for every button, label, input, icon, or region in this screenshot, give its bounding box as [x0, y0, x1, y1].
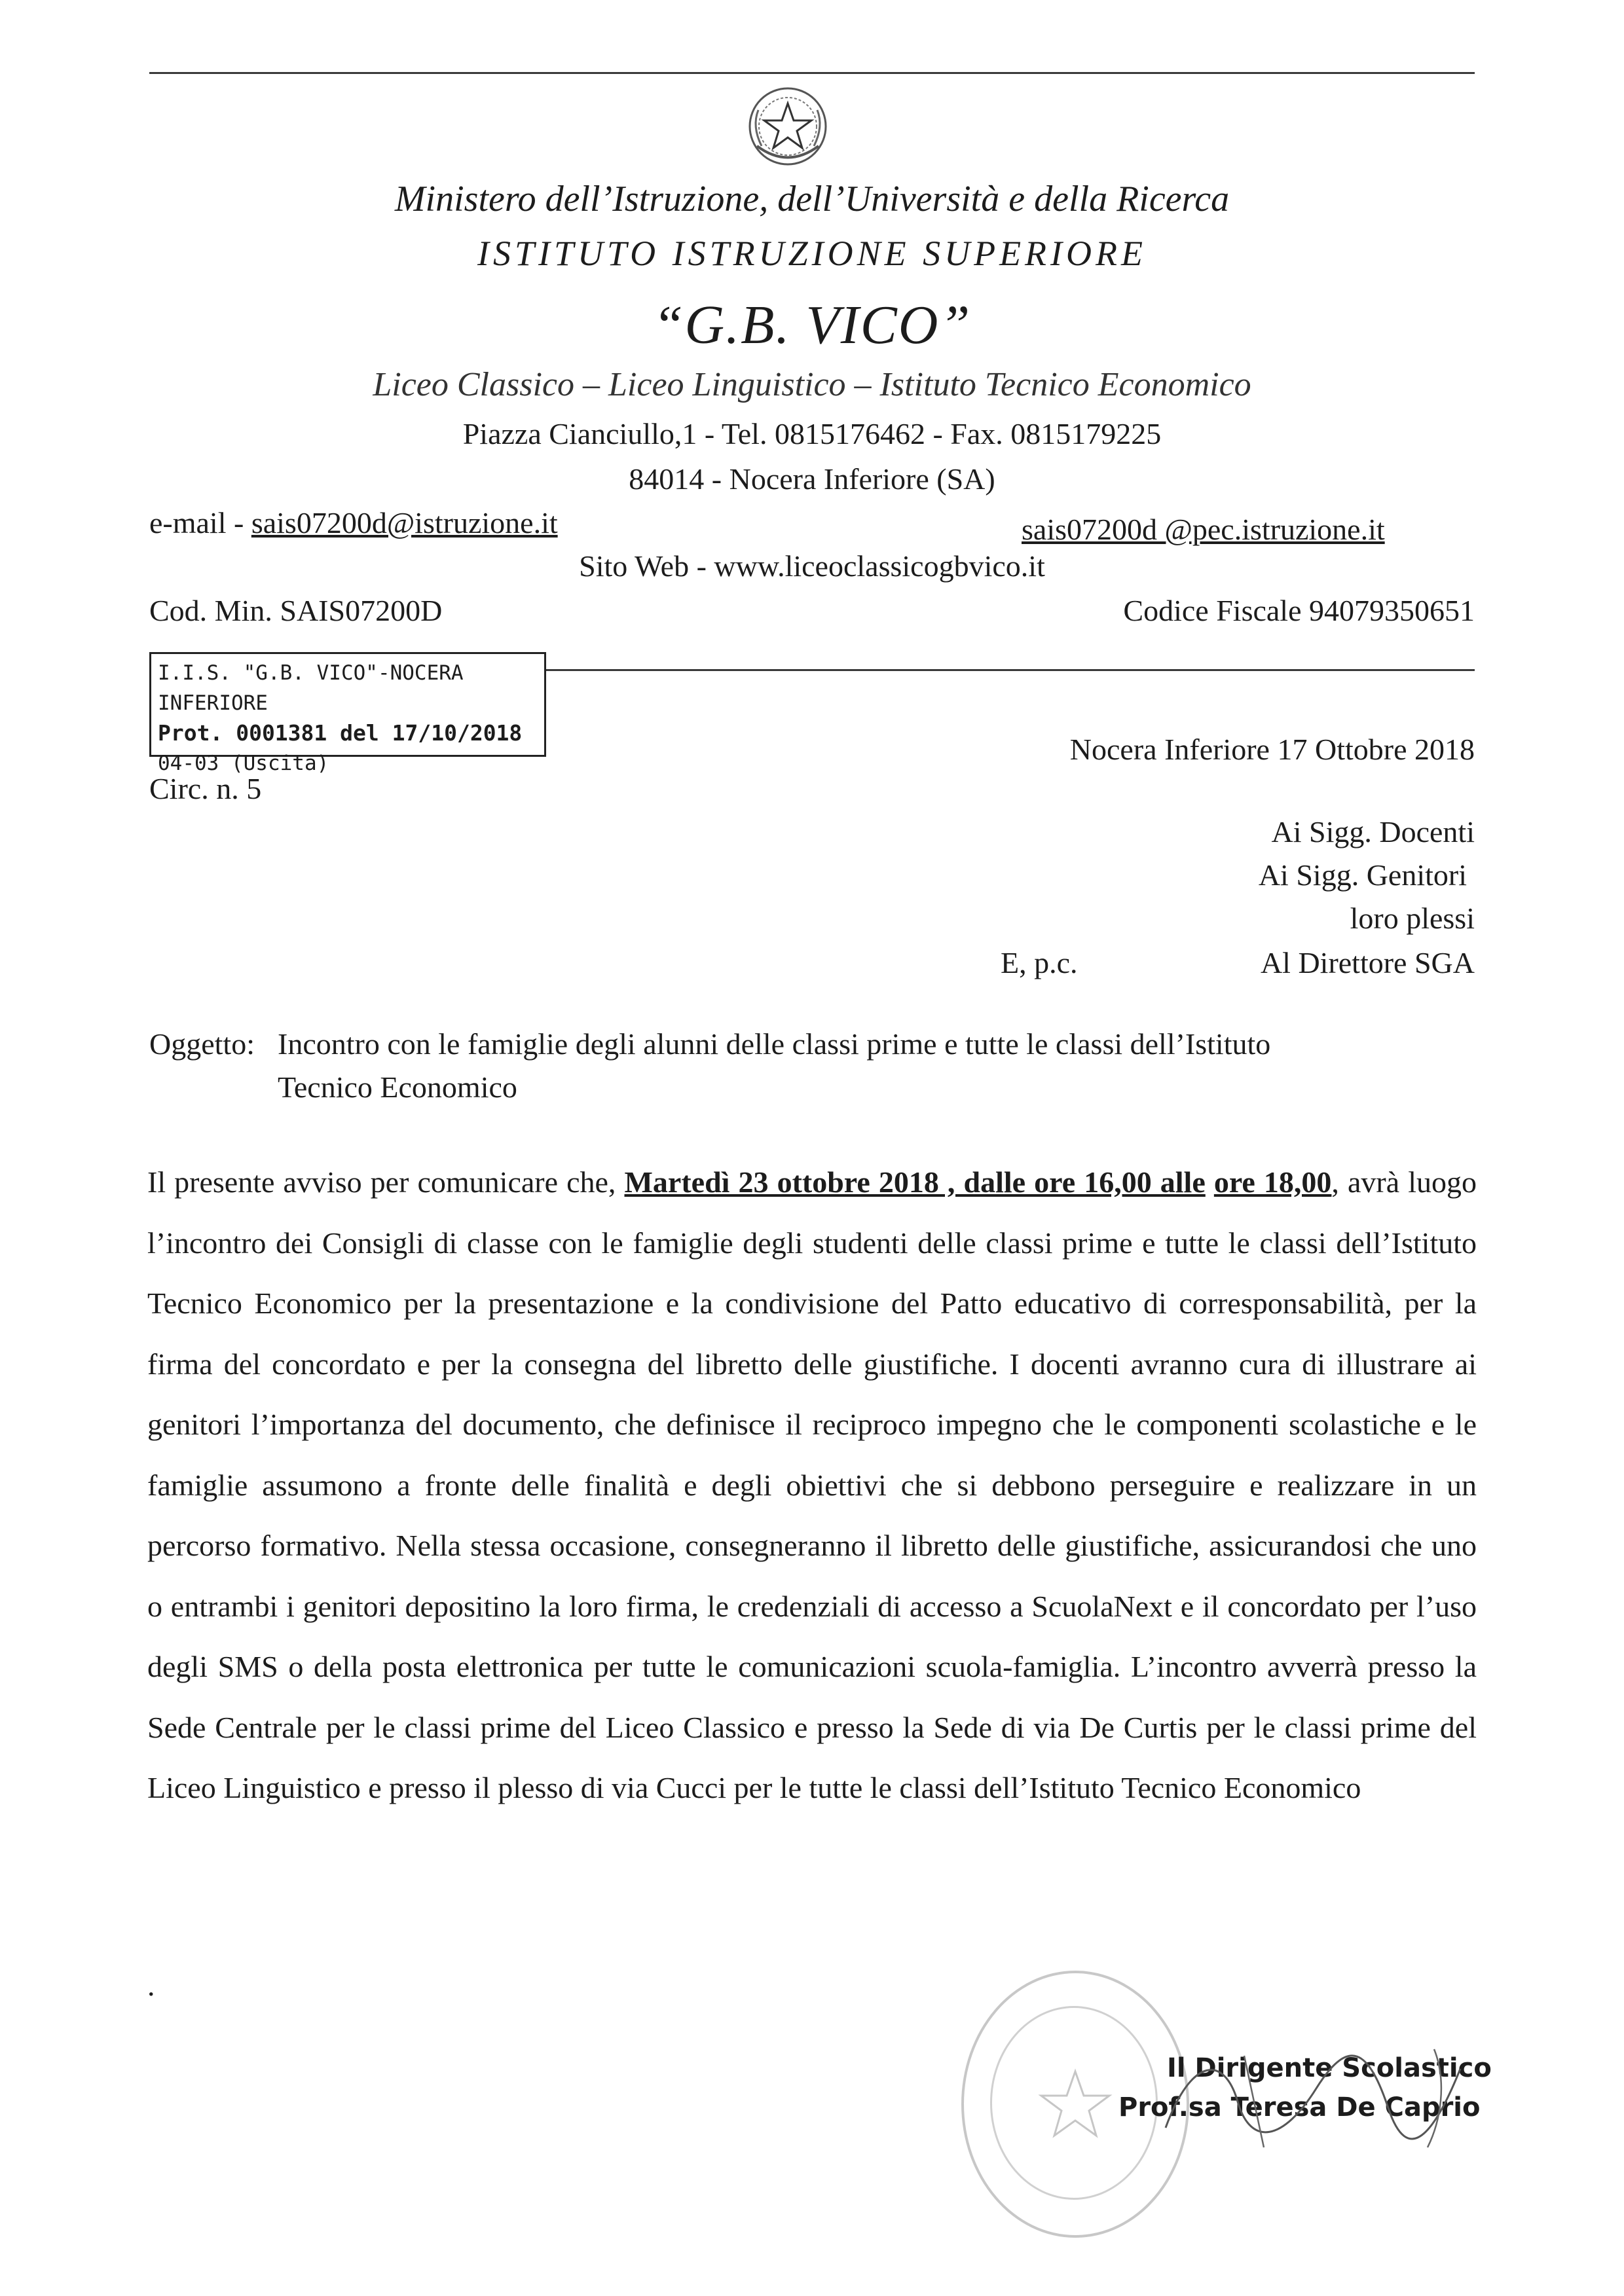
body-text: , avrà luogo l’incontro dei Consigli di classe con le famiglie degli studenti delle classi prime e tutte le classi dell’Istituto Tecnico Economico per la presentazione e la condivisione del Patto educativo di corresponsabilità, per la firma del concordato e per la consegna del libretto delle giustifiche. I docenti avranno cura di illustrare ai genitori l’importanza del documento, che definisce il reciproco impegno che le componenti scolastiche e le famiglie assumono a fronte delle finalità e degli obiettivi che si debbono perseguire e realizzare in un percorso formativo. Nella stessa occasione, consegneranno il libretto delle giustifiche, assicurandosi che uno o entrambi i genitori depositino la loro firma, le credenziali di accesso a ScuolaNext e il concordato per l’uso degli SMS o della posta elettronica per tutte le comunicazioni scuola-famiglia. L’incontro avverrà presso la Sede Centrale per le classi prime del Liceo Classico e presso la Sede di via De Curtis per le classi prime del Liceo Linguistico e presso il plesso di via Cucci per le tutte le classi dell’Istituto Tecnico Economico	[147, 1165, 1477, 1804]
website: Sito Web - www.liceoclassicogbvico.it	[579, 549, 1045, 583]
body-paragraph	[147, 1152, 1477, 1819]
subject-label: Oggetto:	[149, 1027, 255, 1061]
meeting-date: Martedì 23 ottobre 2018 , dalle ore 16,00 alle	[624, 1165, 1206, 1199]
subject-line-1: Incontro con le famiglie degli alunni delle classi prime e tutte le classi dell’Istituto	[278, 1027, 1271, 1061]
meeting-end-time: ore 18,00	[1213, 1165, 1332, 1199]
cc-recipient: Al Direttore SGA	[1260, 946, 1475, 979]
protocol-stamp	[149, 652, 546, 775]
top-rule	[149, 72, 1475, 74]
republic-emblem-icon	[745, 84, 830, 169]
recipient-plessi: loro plessi	[1350, 902, 1475, 935]
recipient-genitori: Ai Sigg. Genitori	[1258, 858, 1467, 892]
protocol-stamp-school: I.I.S. "G.B. VICO"-NOCERA INFERIORE	[158, 661, 464, 715]
school-types: Liceo Classico – Liceo Linguistico – Istituto Tecnico Economico	[373, 366, 1251, 403]
codice-fiscale: Codice Fiscale 94079350651	[1123, 594, 1475, 627]
cc-label: E, p.c.	[1001, 946, 1078, 979]
ministry-name: Ministero dell’Istruzione, dell’Università e della Ricerca	[394, 179, 1230, 219]
protocol-number: Prot. 0001381 del 17/10/2018	[158, 720, 523, 746]
school-city: 84014 - Nocera Inferiore (SA)	[629, 462, 995, 496]
handwritten-signature-icon	[1153, 2030, 1493, 2160]
email-row	[149, 505, 558, 540]
school-name: “G.B. VICO”	[652, 295, 972, 355]
trailing-dot: .	[147, 1969, 155, 2002]
seal-star-icon	[1033, 2062, 1118, 2147]
protocol-rule	[546, 669, 1475, 671]
pec-link[interactable]: sais07200d @pec.istruzione.it	[1022, 513, 1385, 546]
circular-number: Circ. n. 5	[149, 772, 262, 805]
email-label: e-mail -	[149, 506, 244, 539]
signature-title: Il Dirigente Scolastico	[1167, 2053, 1492, 2083]
recipient-docenti: Ai Sigg. Docenti	[1271, 815, 1475, 848]
cod-min: Cod. Min. SAIS07200D	[149, 594, 443, 627]
signature-name: Prof.sa Teresa De Caprio	[1118, 2092, 1481, 2123]
institute-type: ISTITUTO ISTRUZIONE SUPERIORE	[477, 234, 1147, 273]
protocol-class: 04-03 (Uscita)	[158, 752, 329, 775]
school-address: Piazza Cianciullo,1 - Tel. 0815176462 - Fax. 0815179225	[462, 417, 1162, 450]
date-line: Nocera Inferiore 17 Ottobre 2018	[1069, 733, 1475, 766]
email-link[interactable]: sais07200d@istruzione.it	[251, 506, 558, 539]
body-intro: Il presente avviso per comunicare che,	[147, 1165, 625, 1199]
subject-line-2: Tecnico Economico	[278, 1070, 517, 1104]
